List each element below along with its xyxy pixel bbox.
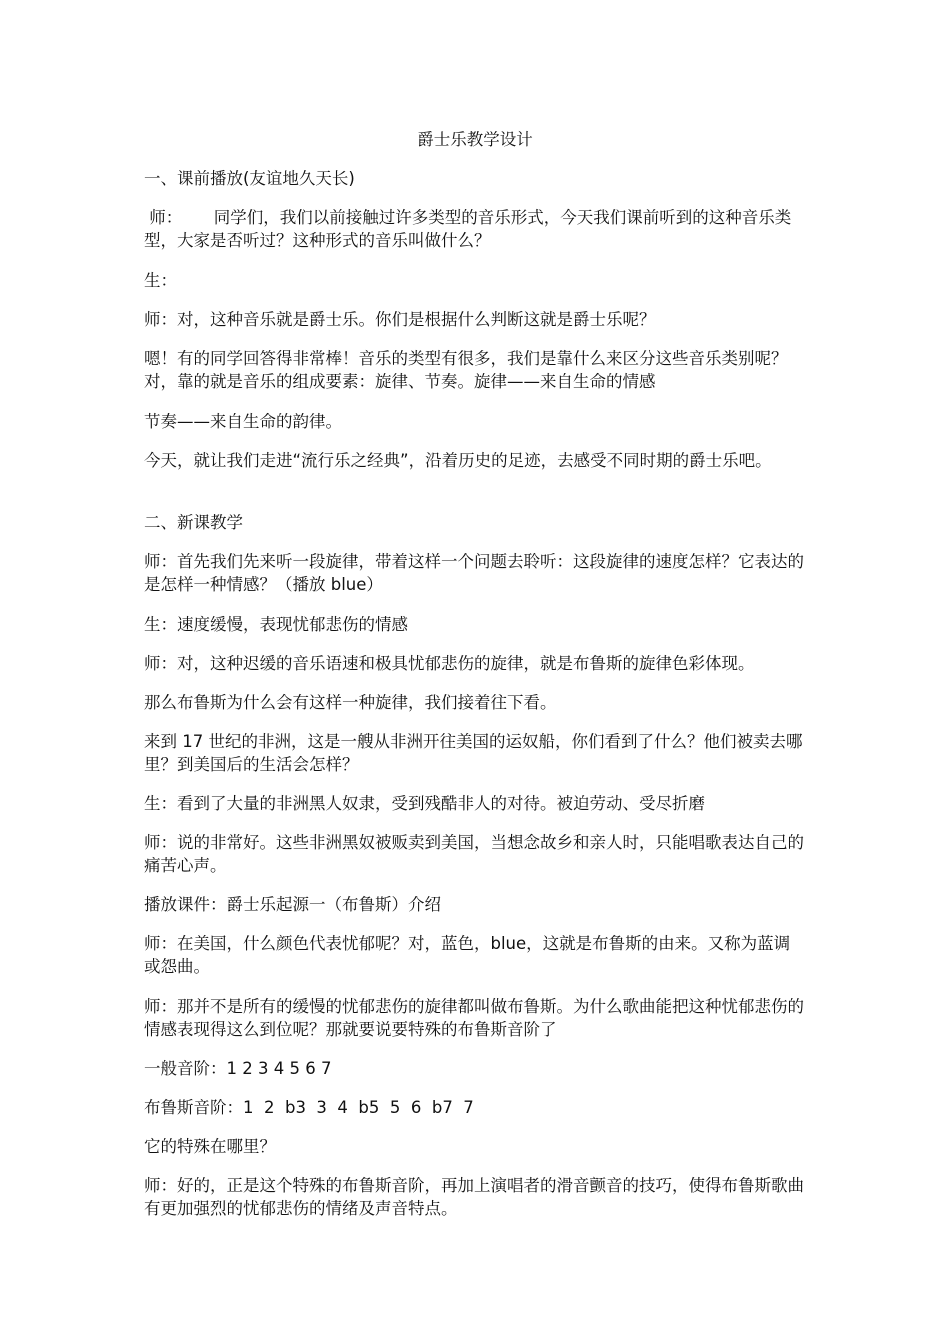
paragraph-blues-scale: 布鲁斯音阶：1 2 b3 3 4 b5 5 6 b7 7 [144,1098,474,1117]
document-title: 爵士乐教学设计 [417,130,533,149]
paragraph-special-question: 它的特殊在哪里？ [144,1137,276,1156]
paragraph-slave-ship: 来到 17 世纪的非洲，这是一艘从非洲开往美国的运奴船，你们看到了什么？他们被卖去哪里？到美国后的生活会怎样？ [144,732,803,774]
paragraph-today: 今天，就让我们走进“流行乐之经典”，沿着历史的足迹，去感受不同时期的爵士乐吧。 [144,451,772,470]
paragraph-blue-color: 师：在美国，什么颜色代表忧郁呢？对，蓝色，blue，这就是布鲁斯的由来。又称为蓝调或怨曲。 [144,934,791,976]
paragraph-blues-scale-intro: 师：那并不是所有的缓慢的忧郁悲伤的旋律都叫做布鲁斯。为什么歌曲能把这种忧郁悲伤的情感表现得这么到位呢？那就要说要特殊的布鲁斯音阶了 [144,997,804,1039]
paragraph-normal-scale: 一般音阶：1 2 3 4 5 6 7 [144,1059,332,1078]
section-heading-pre-class: 一、课前播放(友谊地久天长) [144,169,355,188]
paragraph-teacher-intro: 师： 同学们，我们以前接触过许多类型的音乐形式，今天我们课前听到的这种音乐类型，大家是否听过？这种形式的音乐叫做什么？ [144,208,792,250]
paragraph-sing-sorrow: 师：说的非常好。这些非洲黑奴被贩卖到美国，当想念故乡和亲人时，只能唱歌表达自己的痛苦心声。 [144,833,804,875]
paragraph-music-elements: 嗯！有的同学回答得非常棒！音乐的类型有很多，我们是靠什么来区分这些音乐类别呢？对，靠的就是音乐的组成要素：旋律、节奏。旋律——来自生命的情感 [144,349,788,391]
paragraph-student-answer: 生：速度缓慢，表现忧郁悲伤的情感 [144,615,408,634]
paragraph-why-blues: 那么布鲁斯为什么会有这样一种旋律，我们接着往下看。 [144,693,557,712]
paragraph-student-slaves: 生：看到了大量的非洲黑人奴隶，受到残酷非人的对待。被迫劳动、受尽折磨 [144,794,705,813]
paragraph-blues-conclusion: 师：好的，正是这个特殊的布鲁斯音阶，再加上演唱者的滑音颤音的技巧，使得布鲁斯歌曲有更加强烈的忧郁悲伤的情绪及声音特点。 [144,1176,804,1218]
paragraph-student-blank: 生： [144,271,177,290]
paragraph-courseware: 播放课件：爵士乐起源一（布鲁斯）介绍 [144,895,441,914]
section-heading-new-lesson: 二、新课教学 [144,513,243,532]
paragraph-listen-question: 师：首先我们先来听一段旋律，带着这样一个问题去聆听：这段旋律的速度怎样？它表达的是怎样一种情感？（播放 blue） [144,552,804,594]
paragraph-blues-melody: 师：对，这种迟缓的音乐语速和极具忧郁悲伤的旋律，就是布鲁斯的旋律色彩体现。 [144,654,755,673]
paragraph-rhythm: 节奏——来自生命的韵律。 [144,412,342,431]
paragraph-teacher-jazz: 师：对，这种音乐就是爵士乐。你们是根据什么判断这就是爵士乐呢？ [144,310,656,329]
